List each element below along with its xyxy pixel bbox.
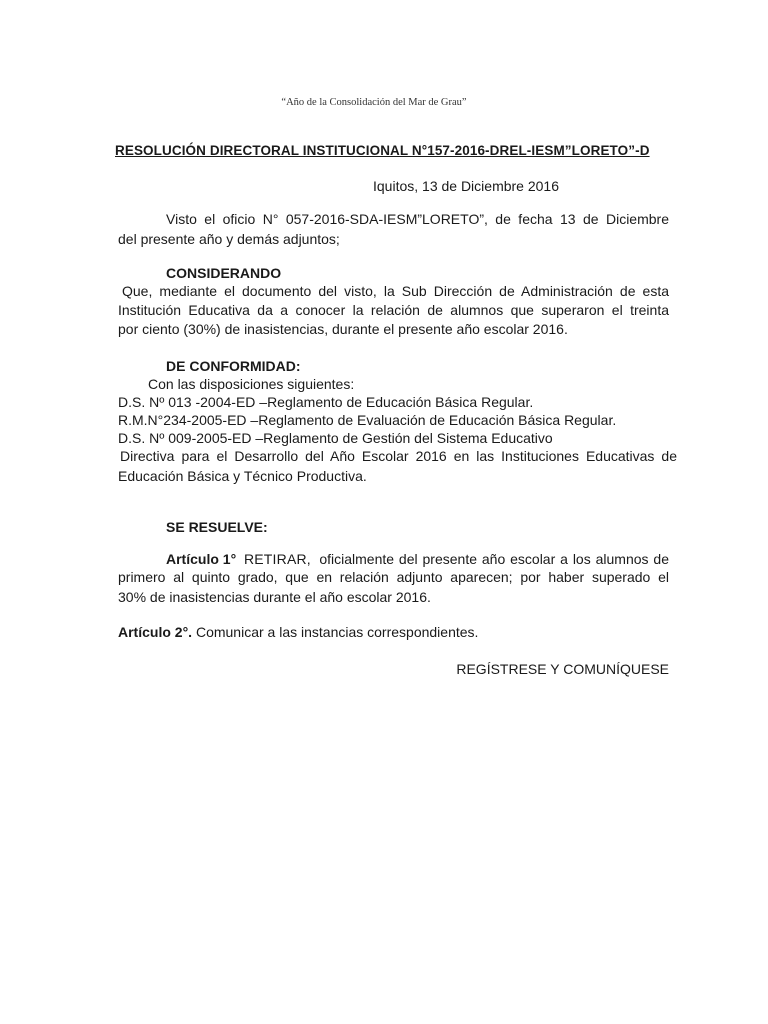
article-1-line-1-rest: oficialmente del presente año escolar a los alumnos de xyxy=(319,551,669,567)
place-date: Iquitos, 13 de Diciembre 2016 xyxy=(373,178,559,194)
article-1-line-1 xyxy=(166,550,669,569)
conformidad-heading: DE CONFORMIDAD: xyxy=(166,358,301,374)
article-2-text: Comunicar a las instancias correspondientes. xyxy=(195,624,479,640)
conformidad-item: D.S. Nº 009-2005-ED –Reglamento de Gestión del Sistema Educativo xyxy=(118,430,553,446)
conformidad-item: Directiva para el Desarrollo del Año Escolar 2016 en las Instituciones Educativas de xyxy=(120,448,677,464)
conformidad-item: D.S. Nº 013 -2004-ED –Reglamento de Educación Básica Regular. xyxy=(118,394,534,410)
visto-line-1: Visto el oficio N° 057-2016-SDA-IESM”LORETO”, de fecha 13 de Diciembre xyxy=(166,211,669,227)
article-1-label: Artículo 1° xyxy=(166,551,237,567)
conformidad-item: Educación Básica y Técnico Productiva. xyxy=(118,468,367,484)
closing-formula: REGÍSTRESE Y COMUNÍQUESE xyxy=(456,661,669,677)
article-2 xyxy=(118,623,478,642)
header-motto: “Año de la Consolidación del Mar de Grau” xyxy=(281,97,467,108)
considerando-line-3: por ciento (30%) de inasistencias, durante el presente año escolar 2016. xyxy=(118,321,568,337)
considerando-line-1: Que, mediante el documento del visto, la Sub Dirección de Administración de esta xyxy=(122,283,669,299)
resolution-title: RESOLUCIÓN DIRECTORAL INSTITUCIONAL N°157-2016-DREL-IESM”LORETO”-D xyxy=(115,143,650,158)
article-2-label: Artículo 2°. xyxy=(118,624,193,640)
article-1-line-3: 30% de inasistencias durante el año escolar 2016. xyxy=(118,589,431,605)
conformidad-intro: Con las disposiciones siguientes: xyxy=(148,376,355,392)
visto-line-2: del presente año y demás adjuntos; xyxy=(118,231,340,247)
article-1-line-2: primero al quinto grado, que en relación adjunto aparecen; por haber superado el xyxy=(118,569,669,585)
article-1-verb: RETIRAR, xyxy=(243,551,311,567)
considerando-heading: CONSIDERANDO xyxy=(166,265,282,281)
considerando-line-2: Institución Educativa da a conocer la relación de alumnos que superaron el treinta xyxy=(118,302,669,318)
conformidad-item: R.M.N°234-2005-ED –Reglamento de Evaluación de Educación Básica Regular. xyxy=(118,412,617,428)
resuelve-heading: SE RESUELVE: xyxy=(166,519,268,535)
